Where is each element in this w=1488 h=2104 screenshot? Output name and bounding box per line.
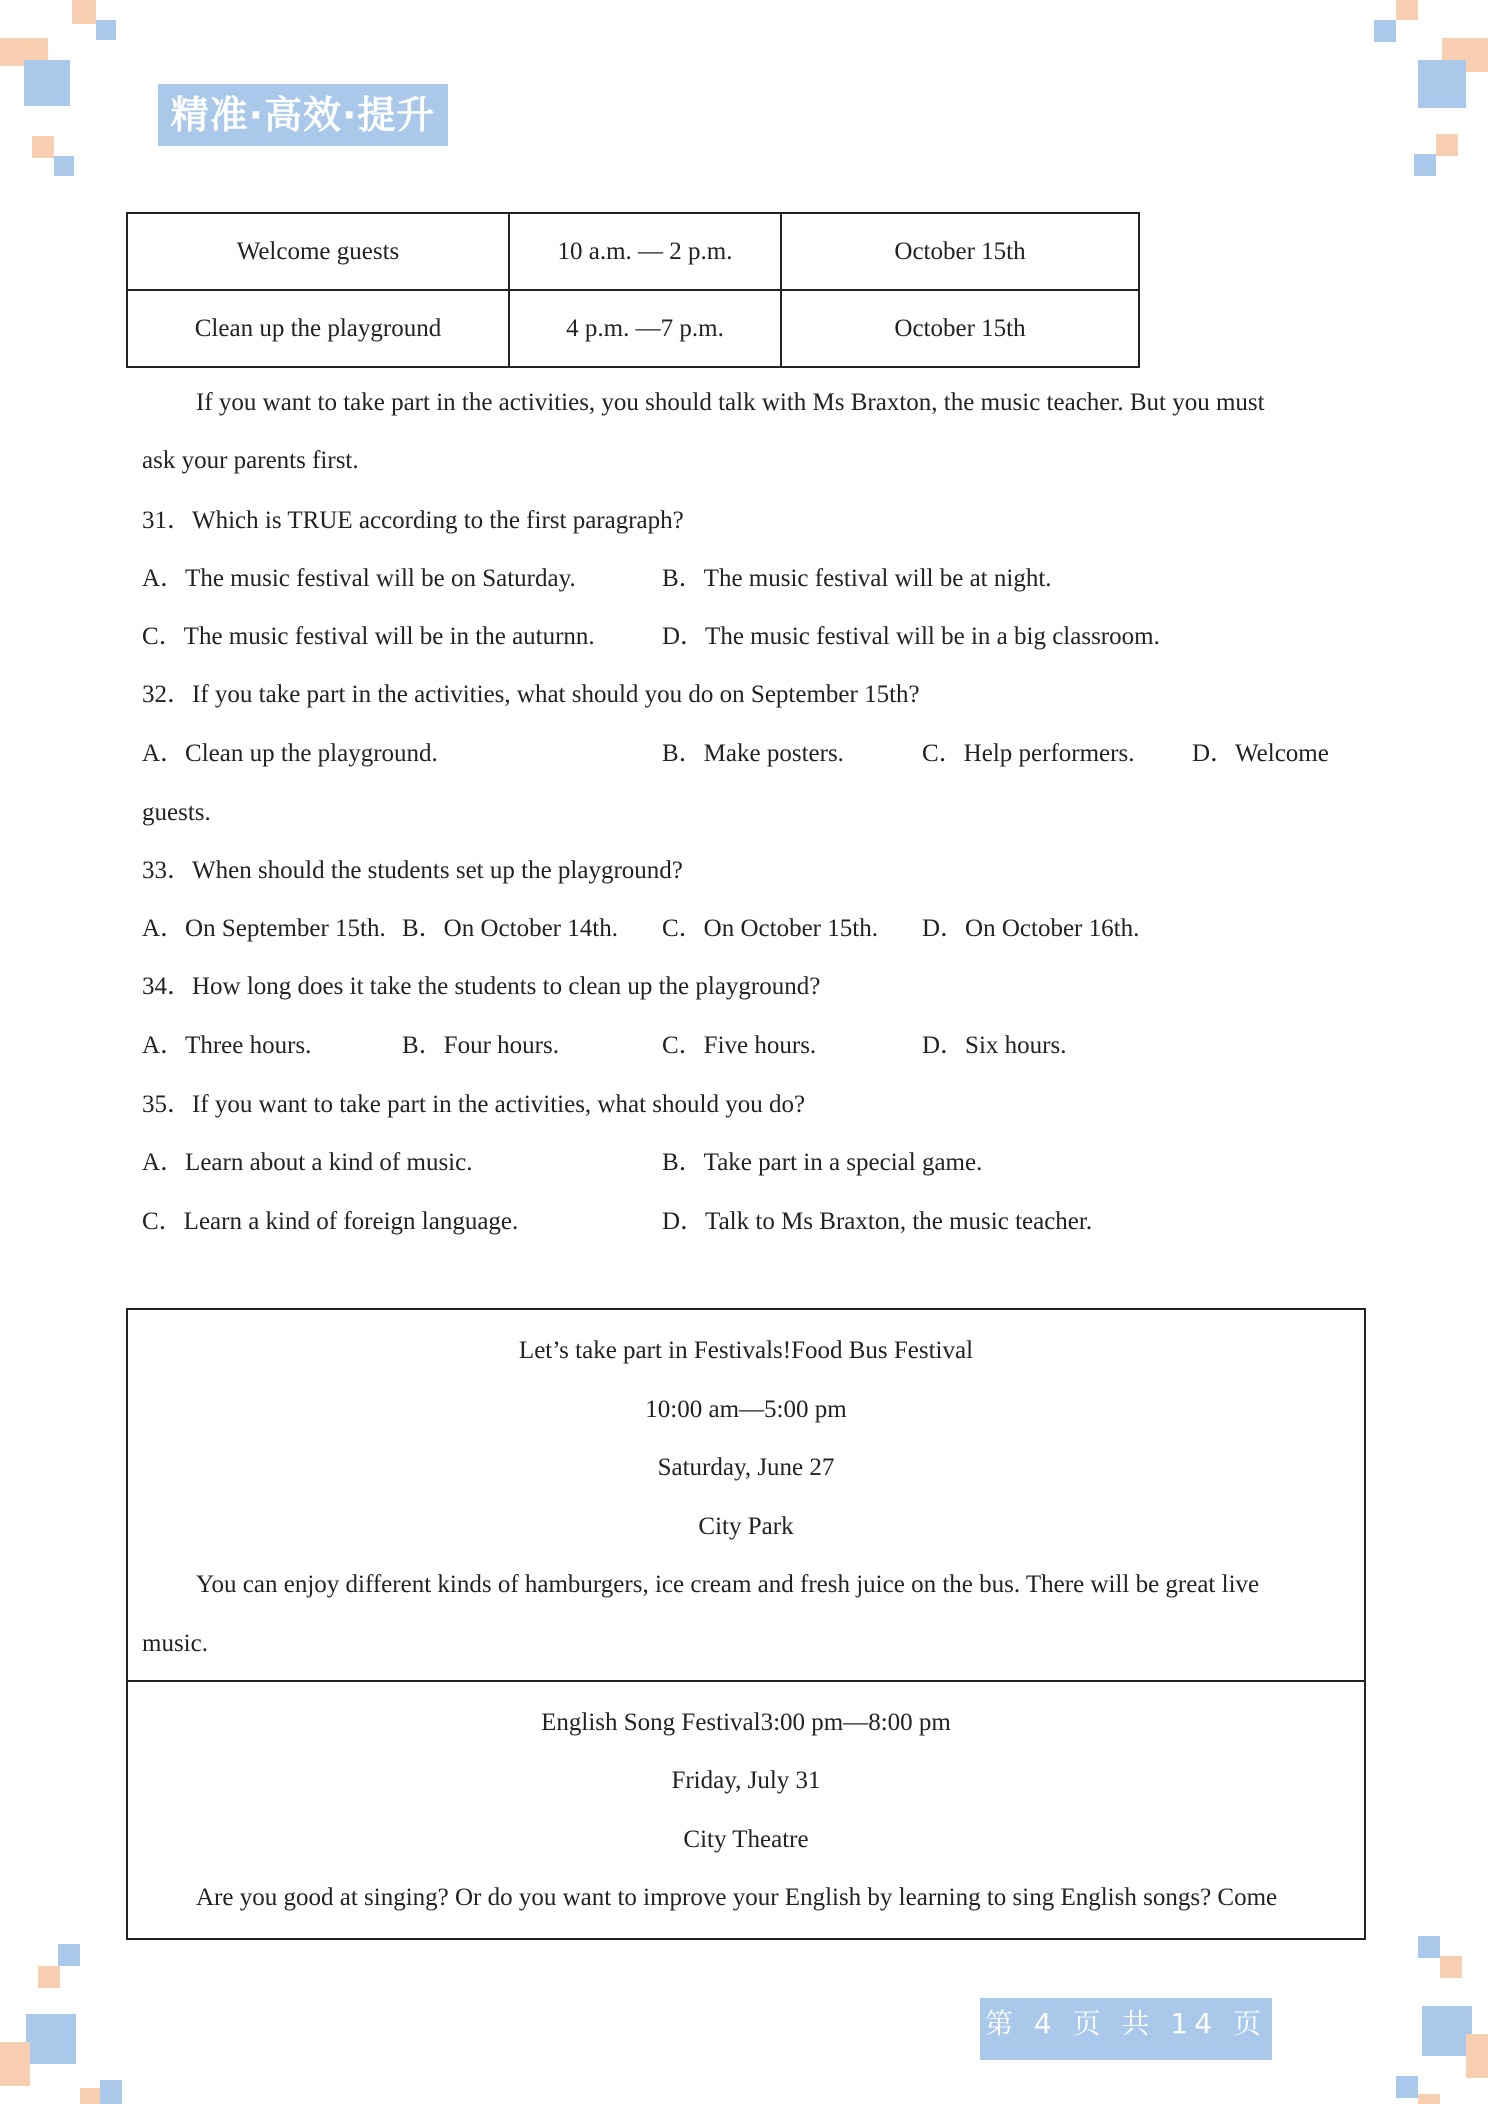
note-paragraph-line1: If you want to take part in the activities, you should talk with Ms Braxton, the music teacher. But you must [196,389,1265,416]
festival2-title: English Song Festival3:00 pm—8:00 pm [541,1709,951,1736]
q31-option-c: C．The music festival will be in the auturnn. [142,623,595,650]
q32-option-c: C．Help performers. [922,740,1135,767]
question-34-stem: 34．How long does it take the students to clean up the playground? [142,973,821,1000]
brand-banner: 精准·高效·提升 [158,84,448,146]
festival2-desc-line1: Are you good at singing? Or do you want to improve your English by learning to sing English songs? Come [196,1884,1278,1911]
q31-option-a: A．The music festival will be on Saturday. [142,565,576,592]
table-cell-activity: Clean up the playground [127,290,509,367]
q33-option-c: C．On October 15th. [662,915,878,942]
q35-option-b: B．Take part in a special game. [662,1149,983,1176]
q32-option-b: B．Make posters. [662,740,844,767]
festival1-desc-line2: music. [142,1630,208,1657]
q32-option-d-continued: guests. [142,799,211,826]
english-song-festival-box [126,1680,1366,1940]
q34-option-b: B．Four hours. [402,1032,559,1059]
question-33-stem: 33．When should the students set up the playground? [142,857,683,884]
q34-option-c: C．Five hours. [662,1032,817,1059]
q31-option-b: B．The music festival will be at night. [662,565,1052,592]
table-row [127,213,1139,290]
table-cell-time: 10 a.m. — 2 p.m. [509,213,781,290]
festival1-title: Let’s take part in Festivals!Food Bus Festival [518,1337,974,1364]
festival1-date: Saturday, June 27 [657,1454,835,1481]
question-31-stem: 31．Which is TRUE according to the first paragraph? [142,507,684,534]
q32-option-d: D．Welcome [1192,740,1329,767]
question-35-stem: 35．If you want to take part in the activities, what should you do? [142,1091,806,1118]
festival2-place: City Theatre [683,1826,809,1853]
page-number-footer: 第 4 页 共 14 页 [980,1998,1272,2060]
q33-option-b: B．On October 14th. [402,915,618,942]
table-row [127,290,1139,367]
schedule-table [126,212,1140,368]
food-bus-festival-box [126,1308,1366,1682]
q33-option-a: A．On September 15th. [142,915,386,942]
q35-option-c: C．Learn a kind of foreign language. [142,1208,519,1235]
q35-option-d: D．Talk to Ms Braxton, the music teacher. [662,1208,1093,1235]
festival1-time: 10:00 am—5:00 pm [645,1396,847,1423]
q33-option-d: D．On October 16th. [922,915,1140,942]
q34-option-d: D．Six hours. [922,1032,1067,1059]
q32-option-a: A．Clean up the playground. [142,740,438,767]
question-32-stem: 32．If you take part in the activities, what should you do on September 15th? [142,681,920,708]
festival1-place: City Park [698,1513,794,1540]
festival1-desc-line1: You can enjoy different kinds of hamburgers, ice cream and fresh juice on the bus. There will be great live [196,1571,1260,1598]
q31-option-d: D．The music festival will be in a big classroom. [662,623,1160,650]
q34-option-a: A．Three hours. [142,1032,312,1059]
table-cell-date: October 15th [781,213,1139,290]
festival2-date: Friday, July 31 [671,1767,821,1794]
q35-option-a: A．Learn about a kind of music. [142,1149,473,1176]
table-cell-date: October 15th [781,290,1139,367]
table-cell-time: 4 p.m. —7 p.m. [509,290,781,367]
note-paragraph-line2: ask your parents first. [142,447,359,474]
table-cell-activity: Welcome guests [127,213,509,290]
